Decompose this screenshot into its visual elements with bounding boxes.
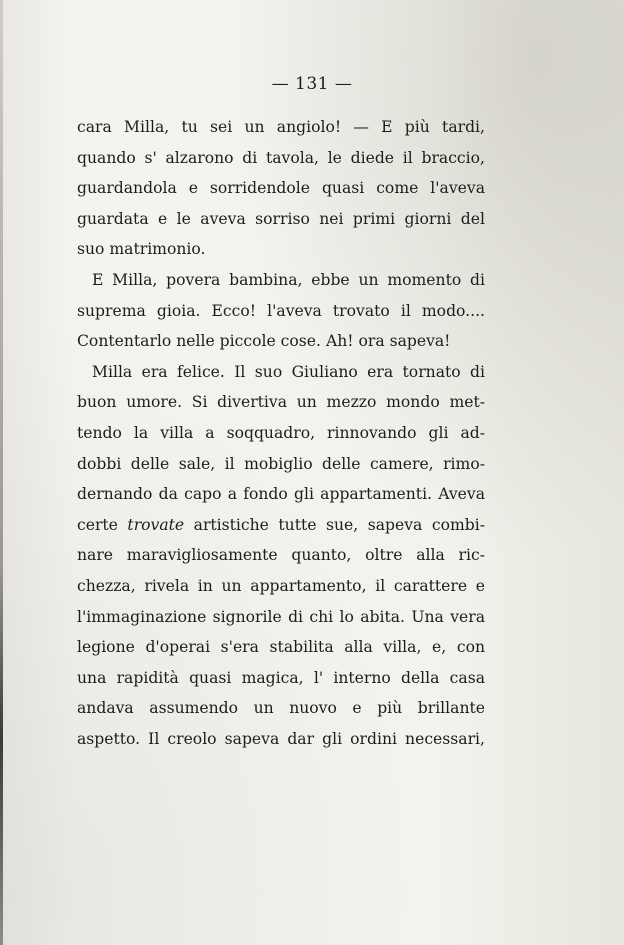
text-line: Milla era felice. Il suo Giuliano era tornato di (92, 362, 485, 381)
text-line: l'immaginazione signorile di chi lo abita. Una vera (77, 607, 485, 626)
text-segment: artistiche tutte sue, sapeva combi- (184, 515, 485, 534)
text-line: cara Milla, tu sei un angiolo! — E più tardi, (77, 118, 485, 136)
text-line: dobbi delle sale, il mobiglio delle camere, rimo- (77, 454, 485, 473)
text-line: tendo la villa a soqquadro, rinnovando gli ad- (77, 423, 485, 442)
italic-word: trovate (127, 515, 185, 534)
text-line: suo matrimonio. (77, 240, 206, 259)
text-line: quando s' alzarono di tavola, le diede il braccio, (77, 148, 485, 167)
text-line: chezza, rivela in un appartamento, il carattere e (77, 576, 485, 595)
text-segment: certe (77, 515, 128, 534)
text-line: E Milla, povera bambina, ebbe un momento di (92, 270, 485, 289)
text-line: aspetto. Il creolo sapeva dar gli ordini necessari, (77, 729, 485, 748)
text-line: buon umore. Si divertiva un mezzo mondo met- (77, 393, 485, 412)
text-line: guardata e le aveva sorriso nei primi giorni del (77, 209, 485, 228)
text-line: una rapidità quasi magica, l' interno della casa (77, 668, 485, 687)
text-line (77, 510, 485, 541)
page-binding-edge (0, 0, 3, 945)
page-number: — 131 — (271, 74, 353, 94)
text-line: suprema gioia. Ecco! l'aveva trovato il modo.... (77, 301, 485, 320)
text-line: nare maravigliosamente quanto, oltre alla ric- (77, 546, 485, 565)
text-line: Contentarlo nelle piccole cose. Ah! ora sapeva! (77, 332, 451, 351)
body-text (77, 112, 485, 754)
text-line: guardandola e sorridendole quasi come l'aveva (77, 179, 485, 198)
text-line: legione d'operai s'era stabilita alla villa, e, con (77, 638, 485, 657)
text-line: andava assumendo un nuovo e più brillante (77, 699, 485, 718)
text-line: dernando da capo a fondo gli appartamenti. Aveva (77, 485, 485, 504)
